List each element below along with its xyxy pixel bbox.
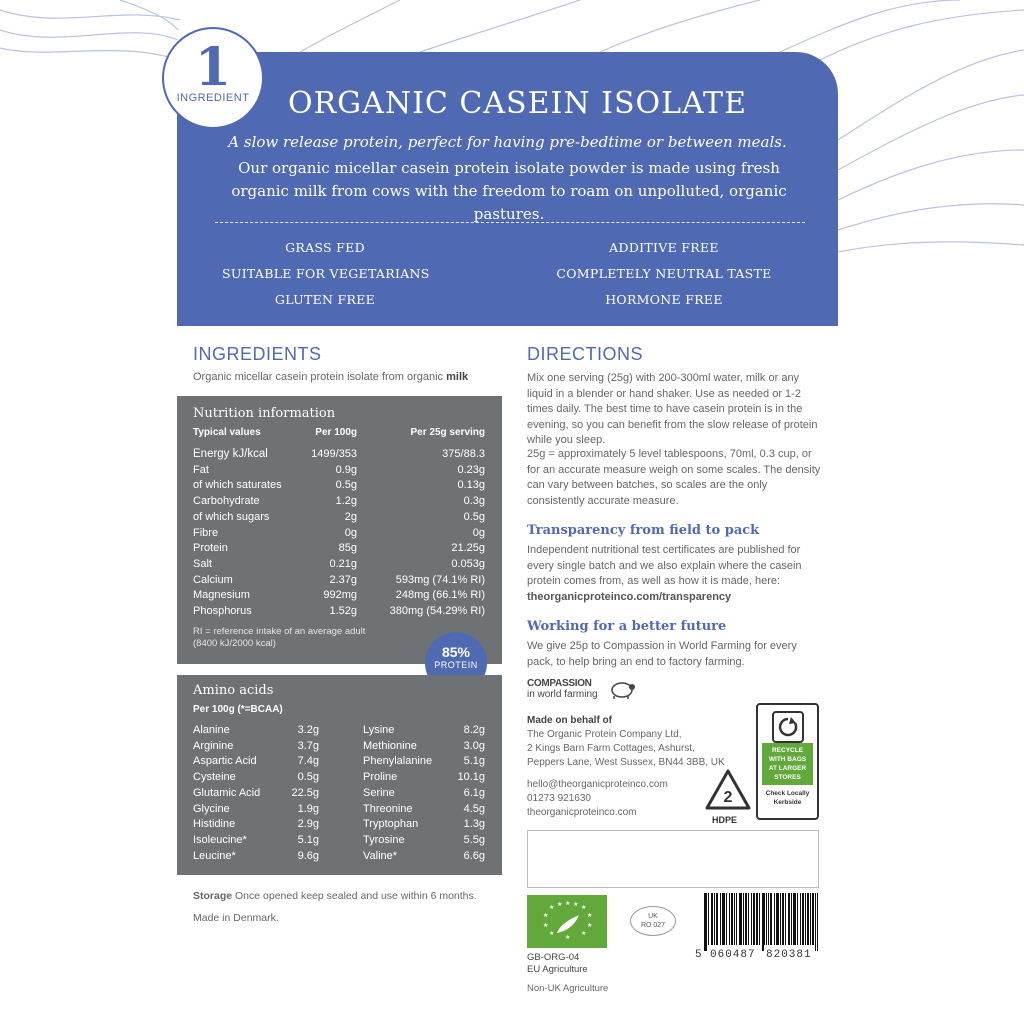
transparency-link[interactable]: theorganicproteinco.com/transparency <box>527 590 732 603</box>
barcode-bar <box>723 893 724 945</box>
amino-name: Tyrosine <box>363 833 405 846</box>
amino-name: Serine <box>363 786 395 799</box>
green-text-1: RECYCLE <box>771 747 804 754</box>
barcode-bar <box>810 893 811 945</box>
amino-name: Lysine <box>363 724 395 736</box>
compassion-line1: COMPASSION <box>527 678 592 689</box>
barcode-bar <box>712 893 713 945</box>
amino-value: 3.7g <box>297 739 319 752</box>
nutrient-name: Magnesium <box>193 589 250 602</box>
barcode-bar <box>759 893 760 945</box>
check-text-1: Check Locally <box>765 790 810 797</box>
barcode-bar <box>754 893 755 945</box>
nutrient-per25: 375/88.3 <box>442 448 485 460</box>
barcode-bar <box>746 893 747 945</box>
amino-name: Phenylalanine <box>363 755 433 768</box>
amino-row <box>363 818 485 834</box>
ingredients-body: Organic micellar casein protein isolate from organic <box>193 371 444 383</box>
amino-value: 10.1g <box>457 771 485 784</box>
barcode-bar <box>740 893 741 945</box>
company-website[interactable]: theorganicproteinco.com <box>527 807 637 818</box>
amino-value: 1.3g <box>463 818 485 831</box>
amino-row <box>363 803 485 819</box>
barcode-bar <box>722 893 723 945</box>
amino-name: Tryptophan <box>363 818 419 831</box>
barcode-bar <box>783 893 784 945</box>
amino-row <box>193 755 319 771</box>
barcode-digits-left: 060487 <box>710 949 756 961</box>
amino-subheader-text: Per 100g (*=BCAA) <box>193 704 283 715</box>
svg-text:★: ★ <box>587 912 593 919</box>
nutrient-per25: 593mg (74.1% RI) <box>395 573 485 586</box>
barcode-bar <box>785 893 786 945</box>
barcode-bar <box>812 893 813 945</box>
transparency-heading: Transparency from field to pack <box>527 523 760 538</box>
company-email[interactable]: hello@theorganicproteinco.com <box>527 779 668 790</box>
amino-name: Alanine <box>193 724 230 736</box>
amino-row <box>193 834 319 850</box>
amino-name: Valine* <box>363 849 398 862</box>
feature-gluten-free: GLUTEN FREE <box>274 292 376 307</box>
barcode-bar <box>766 893 767 945</box>
green-text-2: WITH BAGS <box>768 756 807 763</box>
barcode-bar <box>734 893 735 945</box>
directions-p2: 25g = approximately 5 level tablespoons, 70ml, 0.3 cup, or for an accurate measure weigh on some scales. The density can vary between batches, so scales are the only consistently accurate measure. <box>527 448 821 507</box>
ri-note <box>193 626 365 650</box>
svg-text:★: ★ <box>581 930 587 937</box>
product-description: Our organic micellar casein protein isolate powder is made using fresh organic milk from cows with the freedom to roam on unpolluted, organic pastures. <box>231 159 787 223</box>
barcode-bar <box>780 893 781 945</box>
nutrient-per100: 0.21g <box>329 557 357 570</box>
nutrition-row <box>193 605 485 621</box>
barcode-bar <box>711 893 712 945</box>
barcode-bar <box>751 893 752 945</box>
barcode <box>704 893 820 951</box>
product-tagline: A slow release protein, perfect for having pre-bedtime or between meals. <box>228 133 787 151</box>
check-text-2: Kerbside <box>773 799 802 806</box>
barcode-bar <box>797 893 798 945</box>
amino-row <box>193 850 319 866</box>
barcode-bar <box>770 893 771 945</box>
nutrient-per100: 85g <box>338 542 357 555</box>
nutrient-per25: 0.053g <box>451 557 485 570</box>
nutrient-per25: 21.25g <box>451 542 485 555</box>
nutrition-row <box>193 448 485 464</box>
company-phone: 01273 921630 <box>527 793 591 804</box>
hdpe-number: 2 <box>723 789 733 806</box>
nutrient-per25: 380mg (54.29% RI) <box>389 605 485 617</box>
barcode-bar <box>815 893 816 951</box>
nutrient-per25: 0g <box>472 526 485 539</box>
amino-row <box>363 740 485 756</box>
barcode-bar <box>803 893 804 945</box>
storage-note <box>193 889 477 905</box>
barcode-bar <box>795 893 796 945</box>
nutrient-per100: 0.5g <box>335 479 357 492</box>
header-per25: Per 25g serving <box>410 427 485 438</box>
barcode-bar <box>805 893 806 945</box>
barcode-bar <box>748 893 749 945</box>
made-in: Made in Denmark. <box>193 912 279 924</box>
amino-name: Glycine <box>193 802 230 815</box>
product-title: ORGANIC CASEIN ISOLATE <box>288 86 747 121</box>
barcode-bar <box>807 893 808 945</box>
nutrient-per100: 2g <box>344 510 357 523</box>
nutrient-per25: 0.5g <box>463 510 485 523</box>
protein-badge-label: PROTEIN <box>434 660 478 670</box>
barcode-bar <box>706 893 707 951</box>
ingredients-bold: milk <box>446 371 469 383</box>
svg-text:★: ★ <box>573 901 579 908</box>
barcode-bar <box>732 893 733 945</box>
nutrient-name: Energy kJ/kcal <box>193 448 268 460</box>
amino-row <box>363 850 485 866</box>
amino-value: 4.5g <box>463 802 485 815</box>
barcode-bar <box>726 893 727 945</box>
eu-organic-logo <box>527 895 607 948</box>
barcode-bar <box>739 893 740 945</box>
amino-value: 22.5g <box>291 786 319 799</box>
amino-panel <box>177 675 502 875</box>
amino-name: Aspartic Acid <box>193 755 257 768</box>
pig-icon <box>610 678 636 700</box>
nutrition-row <box>193 542 485 558</box>
feature-vegetarian: SUITABLE FOR VEGETARIANS <box>222 266 430 281</box>
organic-non-uk: Non-UK Agriculture <box>527 983 609 994</box>
check-locally <box>760 789 815 807</box>
nutrition-row <box>193 558 485 574</box>
organic-codes <box>527 952 588 976</box>
storage-text: Once opened keep sealed and use within 6 months. <box>235 890 477 902</box>
amino-name: Arginine <box>193 739 234 752</box>
nutrient-name: Calcium <box>193 573 233 586</box>
made-on-behalf: Made on behalf of <box>527 715 612 726</box>
nutrient-per100: 1.52g <box>329 605 357 617</box>
barcode-bar <box>789 893 790 945</box>
green-text-3: AT LARGER <box>768 765 807 772</box>
amino-value: 1.9g <box>297 802 319 815</box>
barcode-bar <box>762 893 763 951</box>
ri-note-line1: RI = reference intake of an average adult <box>193 626 366 637</box>
barcode-bar <box>756 893 757 945</box>
nutrition-panel <box>177 396 502 664</box>
barcode-bar <box>745 893 746 945</box>
barcode-bar <box>757 893 758 945</box>
barcode-digits-right: 820381 <box>766 949 812 961</box>
amino-name: Proline <box>363 771 398 784</box>
nutrient-name: of which sugars <box>193 510 270 523</box>
amino-value: 9.6g <box>297 849 319 862</box>
directions-p1: Mix one serving (25g) with 200-300ml water, milk or any liquid in a blender or hand shaker. Use as needed or 1-2 times daily. The best time to have casein protein is in the evening, so you can benefit from the slow release of protein while you sleep. <box>527 372 818 446</box>
storage-label: Storage <box>193 890 233 902</box>
nutrition-row <box>193 464 485 480</box>
barcode-bar <box>788 893 789 945</box>
nutrient-name: Salt <box>193 557 212 570</box>
amino-value: 5.5g <box>463 833 485 846</box>
transparency-text <box>527 543 825 605</box>
uk-organic-mark <box>630 906 676 936</box>
amino-value: 8.2g <box>463 724 485 736</box>
compassion-line2: in world farming <box>527 689 598 700</box>
address-line2: 2 Kings Barn Farm Cottages, Ashurst, <box>527 743 695 754</box>
future-heading: Working for a better future <box>527 619 727 634</box>
ingredients-text <box>193 370 468 386</box>
amino-row <box>193 803 319 819</box>
nutrient-name: Fat <box>193 463 209 476</box>
nutrition-row <box>193 511 485 527</box>
barcode-bar <box>763 893 764 951</box>
nutrient-name: Fibre <box>193 526 219 539</box>
organic-code: GB-ORG-04 <box>527 952 580 963</box>
barcode-bar <box>753 893 754 945</box>
barcode-bar <box>774 893 775 945</box>
header-per100: Per 100g <box>315 427 357 438</box>
svg-text:★: ★ <box>549 930 555 937</box>
svg-text:★: ★ <box>549 904 555 911</box>
badge-number: 1 <box>194 37 232 98</box>
nutrient-name: Phosphorus <box>193 605 252 617</box>
amino-row <box>193 724 319 740</box>
amino-value: 0.5g <box>297 771 319 784</box>
recycle-label <box>756 703 819 820</box>
svg-text:★: ★ <box>565 900 571 907</box>
amino-row <box>193 787 319 803</box>
amino-value: 5.1g <box>463 755 485 768</box>
barcode-bar <box>782 893 783 945</box>
directions-heading: DIRECTIONS <box>527 344 644 364</box>
amino-value: 2.9g <box>297 818 319 831</box>
amino-row <box>193 771 319 787</box>
barcode-bar <box>716 893 717 945</box>
nutrient-per100: 992mg <box>323 589 357 602</box>
barcode-bar <box>800 893 801 945</box>
blank-label-box <box>527 830 819 888</box>
feature-hormone-free: HORMONE FREE <box>605 292 723 307</box>
barcode-bar <box>764 893 765 945</box>
nutrient-per25: 0.13g <box>457 479 485 492</box>
green-text-4: STORES <box>774 774 801 781</box>
barcode-bar <box>736 893 737 945</box>
svg-text:★: ★ <box>587 922 593 929</box>
barcode-bar <box>704 893 705 951</box>
nutrition-row <box>193 495 485 511</box>
svg-text:★: ★ <box>543 922 549 929</box>
amino-row <box>363 787 485 803</box>
barcode-bar <box>768 893 769 945</box>
address-line1: The Organic Protein Company Ltd, <box>527 729 682 740</box>
barcode-bar <box>705 893 706 951</box>
barcode-bar <box>802 893 803 945</box>
nutrition-row <box>193 527 485 543</box>
amino-name: Histidine <box>193 818 236 831</box>
nutrition-header-row <box>193 427 485 443</box>
amino-row <box>363 755 485 771</box>
nutrition-title: Nutrition information <box>193 406 336 421</box>
amino-value: 3.2g <box>297 724 319 736</box>
amino-row <box>363 771 485 787</box>
barcode-bar <box>729 893 730 945</box>
svg-text:★: ★ <box>557 901 563 908</box>
nutrient-per100: 0g <box>344 526 357 539</box>
amino-value: 5.1g <box>297 833 319 846</box>
protein-badge-value: 85% <box>441 644 471 660</box>
barcode-bar <box>778 893 779 945</box>
organic-eu: EU Agriculture <box>527 964 588 975</box>
recycle-arrow-icon <box>772 711 804 743</box>
ingredients-heading: INGREDIENTS <box>193 344 322 364</box>
badge-label: INGREDIENT <box>176 92 250 104</box>
header-typical: Typical values <box>193 427 261 438</box>
feature-grass-fed: GRASS FED <box>285 240 365 255</box>
compassion-logo <box>527 678 598 700</box>
nutrition-row <box>193 479 485 495</box>
amino-name: Isoleucine* <box>193 833 247 846</box>
barcode-bar <box>794 893 795 945</box>
nutrient-name: of which saturates <box>193 479 282 492</box>
barcode-bar <box>817 893 818 951</box>
barcode-bar <box>741 893 742 945</box>
nutrient-per25: 0.3g <box>463 495 485 508</box>
eu-leaf-icon <box>527 895 607 948</box>
barcode-bar <box>791 893 792 945</box>
barcode-bar <box>720 893 721 945</box>
barcode-bar <box>813 893 814 945</box>
hdpe-recycle-icon <box>703 768 753 814</box>
barcode-bar <box>708 893 709 945</box>
amino-name: Cysteine <box>193 771 236 784</box>
barcode-bar <box>743 893 744 945</box>
feature-additive-free: ADDITIVE FREE <box>609 240 719 255</box>
company-info <box>527 714 725 820</box>
amino-name: Leucine* <box>193 849 236 862</box>
barcode-bar <box>731 893 732 945</box>
uk-mark-line2: RO 027 <box>640 922 666 929</box>
nutrient-per100: 1499/353 <box>311 448 357 460</box>
ri-note-line2: (8400 kJ/2000 kcal) <box>193 638 276 649</box>
nutrient-per25: 248mg (66.1% RI) <box>395 589 485 602</box>
amino-name: Methionine <box>363 739 417 752</box>
nutrient-per100: 1.2g <box>335 495 357 508</box>
amino-row <box>363 724 485 740</box>
amino-value: 3.0g <box>463 739 485 752</box>
barcode-bar <box>714 893 715 945</box>
amino-name: Glutamic Acid <box>193 786 261 799</box>
barcode-digit-first: 5 <box>695 949 702 961</box>
amino-value: 6.1g <box>463 786 485 799</box>
amino-row <box>193 818 319 834</box>
amino-value: 7.4g <box>297 755 319 768</box>
feature-neutral-taste: COMPLETELY NEUTRAL TASTE <box>556 266 772 281</box>
amino-title: Amino acids <box>193 683 274 698</box>
nutrient-name: Protein <box>193 542 228 555</box>
amino-row <box>363 834 485 850</box>
uk-mark-line1: UK <box>648 913 658 920</box>
nutrient-per100: 0.9g <box>335 463 357 476</box>
nutrient-per25: 0.23g <box>457 463 485 476</box>
dashed-divider <box>215 222 805 223</box>
svg-text:★: ★ <box>581 904 587 911</box>
barcode-bar <box>724 893 725 945</box>
nutrition-row <box>193 589 485 605</box>
barcode-bar <box>771 893 772 945</box>
address-line3: Peppers Lane, West Sussex, BN44 3BB, UK <box>527 757 725 768</box>
svg-text:★: ★ <box>565 934 571 941</box>
amino-subheader <box>193 704 485 720</box>
future-text: We give 25p to Compassion in World Farming for every pack, to help bring an end to factory farming. <box>527 640 797 668</box>
barcode-bar <box>793 893 794 945</box>
amino-row <box>193 740 319 756</box>
amino-name: Threonine <box>363 802 413 815</box>
nutrient-per100: 2.37g <box>329 573 357 586</box>
svg-text:★: ★ <box>543 912 549 919</box>
barcode-bar <box>776 893 777 945</box>
barcode-bar <box>808 893 809 945</box>
hdpe-label: HDPE <box>712 815 738 825</box>
barcode-bar <box>777 893 778 945</box>
ingredient-count-badge <box>162 27 264 129</box>
nutrition-row <box>193 574 485 590</box>
barcode-bar <box>717 893 718 945</box>
recycle-green-box <box>762 743 813 785</box>
amino-value: 6.6g <box>463 849 485 862</box>
nutrient-name: Carbohydrate <box>193 495 260 508</box>
transparency-body: Independent nutritional test certificates are published for every single batch and we also explain where the casein protein comes from, as well as how it is made, here: <box>527 544 802 587</box>
